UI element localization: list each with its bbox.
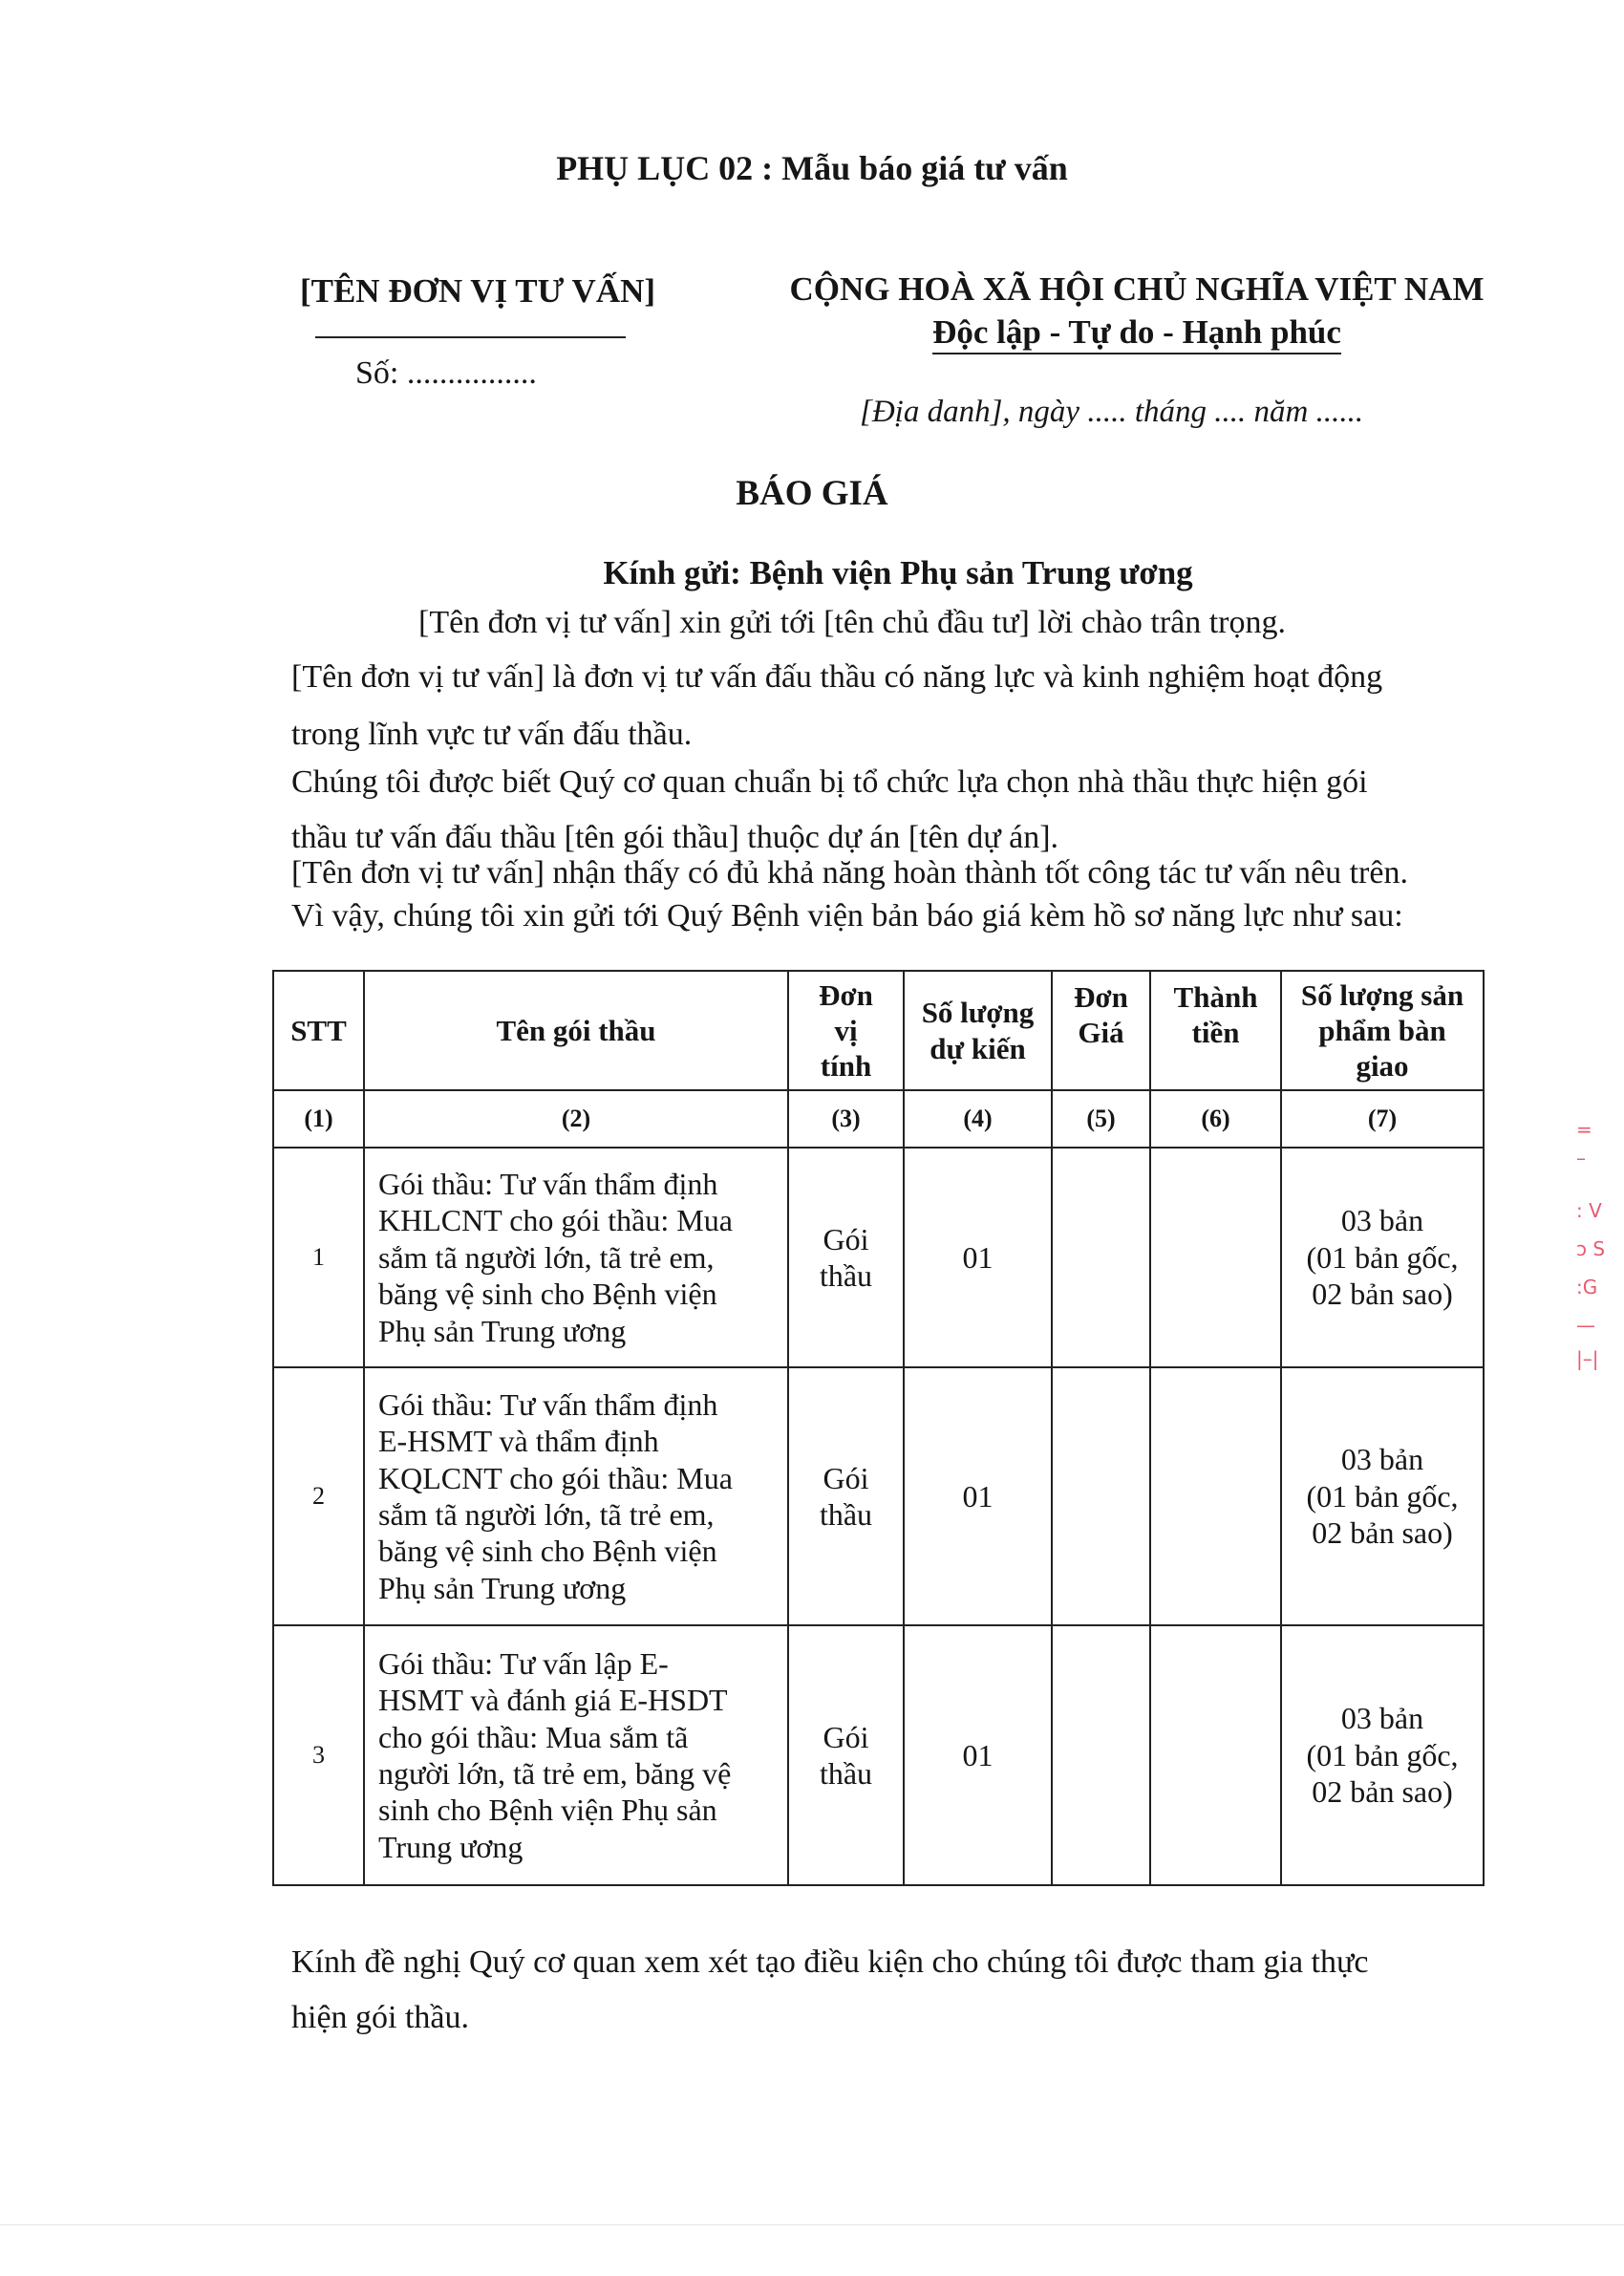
package-name-line: Gói thầu: Tư vấn thẩm định — [378, 1167, 718, 1202]
column-number: (4) — [904, 1090, 1052, 1148]
stamp-mark: :G — [1576, 1276, 1598, 1299]
package-name-line: Gói thầu: Tư vấn thẩm định — [378, 1386, 718, 1422]
package-name-line: KHLCNT cho gói thầu: Mua — [378, 1203, 733, 1238]
package-name-line: băng vệ sinh cho Bệnh viện — [378, 1277, 717, 1312]
header-unit-line: vị — [834, 1013, 858, 1047]
unit-line: thầu — [819, 1756, 873, 1791]
body-line-4: Chúng tôi được biết Quý cơ quan chuẩn bị tổ chức lựa chọn nhà thầu thực hiện gói — [291, 764, 1368, 800]
header-deliverables-line: Số lượng sản — [1300, 977, 1464, 1012]
org-name-divider — [315, 336, 626, 338]
stamp-mark: : V — [1576, 1199, 1602, 1222]
package-name-line: Phụ sản Trung ương — [378, 1313, 627, 1348]
row-stt: 3 — [273, 1625, 364, 1885]
row-stt: 2 — [273, 1367, 364, 1625]
column-number: (6) — [1150, 1090, 1281, 1148]
deliverables-line: 02 bản sao) — [1312, 1277, 1453, 1312]
header-stt: STT — [273, 971, 364, 1090]
header-deliverables-line: giao — [1356, 1049, 1409, 1084]
package-name-line: E-HSMT và thẩm định — [378, 1424, 659, 1459]
header-unit-price-line: Giá — [1078, 1016, 1124, 1050]
body-line-7: Vì vậy, chúng tôi xin gửi tới Quý Bệnh viện bản báo giá kèm hồ sơ năng lực như sau: — [291, 898, 1403, 934]
package-name-line: Phụ sản Trung ương — [378, 1570, 627, 1605]
body-line-3: trong lĩnh vực tư vấn đấu thầu. — [291, 717, 693, 752]
national-title: CỘNG HOÀ XÃ HỘI CHỦ NGHĨA VIỆT NAM — [789, 270, 1485, 308]
body-line-2: [Tên đơn vị tư vấn] là đơn vị tư vấn đấu thầu có năng lực và kinh nghiệm hoạt động — [291, 659, 1383, 695]
package-name-line: sinh cho Bệnh viện Phụ sản — [378, 1793, 717, 1828]
stamp-mark: — — [1576, 1314, 1595, 1337]
deliverables-line: 03 bản — [1340, 1701, 1424, 1736]
header-amount — [1150, 971, 1281, 1090]
package-name-line: HSMT và đánh giá E-HSDT — [378, 1683, 728, 1718]
deliverables-line: 03 bản — [1340, 1203, 1424, 1238]
row-unit-price — [1052, 1367, 1150, 1625]
row-package-name — [364, 1625, 788, 1885]
deliverables-line: 02 bản sao) — [1312, 1774, 1453, 1810]
row-unit — [788, 1625, 904, 1885]
header-package-name: Tên gói thầu — [364, 971, 788, 1090]
quotation-table — [272, 970, 1485, 1886]
stamp-mark: ↄ S — [1576, 1237, 1606, 1260]
unit-line: thầu — [819, 1258, 873, 1293]
row-deliverables — [1281, 1625, 1484, 1885]
column-number: (3) — [788, 1090, 904, 1148]
table-header-row — [273, 971, 1484, 1090]
national-motto-text: Độc lập - Tự do - Hạnh phúc — [932, 313, 1341, 354]
header-amount-line: Thành — [1173, 980, 1258, 1014]
quotation-title: BÁO GIÁ — [736, 474, 888, 513]
table-row — [273, 1367, 1484, 1625]
header-amount-line: tiền — [1191, 1016, 1240, 1050]
national-motto — [764, 313, 1509, 354]
table-row — [273, 1625, 1484, 1885]
place-and-date: [Địa danh], ngày ..... tháng .... năm ...... — [860, 395, 1364, 429]
deliverables-line: (01 bản gốc, — [1306, 1239, 1459, 1275]
unit-line: Gói — [823, 1460, 869, 1495]
stamp-mark: = — [1576, 1118, 1592, 1141]
row-quantity: 01 — [904, 1367, 1052, 1625]
column-number: (2) — [364, 1090, 788, 1148]
package-name-line: người lớn, tã trẻ em, băng vệ — [378, 1756, 732, 1791]
package-name-line: sắm tã người lớn, tã trẻ em, — [378, 1497, 715, 1532]
package-name-line: cho gói thầu: Mua sắm tã — [378, 1719, 689, 1754]
header-unit-line: Đơn — [819, 977, 873, 1012]
deliverables-line: 02 bản sao) — [1312, 1515, 1453, 1551]
recipient-line: Kính gửi: Bệnh viện Phụ sản Trung ương — [603, 554, 1193, 591]
row-unit — [788, 1148, 904, 1367]
scan-artifact-line — [0, 2224, 1624, 2225]
body-line-5: thầu tư vấn đấu thầu [tên gói thầu] thuộc dự án [tên dự án]. — [291, 820, 1059, 855]
deliverables-line: 03 bản — [1340, 1442, 1424, 1477]
closing-line-2: hiện gói thầu. — [291, 2000, 470, 2035]
header-unit — [788, 971, 904, 1090]
table-row — [273, 1148, 1484, 1367]
package-name-line: băng vệ sinh cho Bệnh viện — [378, 1534, 717, 1569]
row-stt: 1 — [273, 1148, 364, 1367]
header-quantity-line: dự kiến — [930, 1031, 1026, 1065]
package-name-line: KQLCNT cho gói thầu: Mua — [378, 1460, 733, 1495]
consultant-org-name: [TÊN ĐƠN VỊ TƯ VẤN] — [299, 272, 656, 310]
row-deliverables — [1281, 1148, 1484, 1367]
unit-line: Gói — [823, 1221, 869, 1256]
column-number: (5) — [1052, 1090, 1150, 1148]
closing-line-1: Kính đề nghị Quý cơ quan xem xét tạo điều kiện cho chúng tôi được tham gia thực — [291, 1944, 1369, 1980]
header-quantity — [904, 971, 1052, 1090]
row-unit — [788, 1367, 904, 1625]
unit-line: Gói — [823, 1719, 869, 1754]
column-number-row — [273, 1090, 1484, 1148]
document-number: Số: ................ — [355, 355, 537, 391]
appendix-title: PHỤ LỤC 02 : Mẫu báo giá tư vấn — [556, 149, 1068, 187]
body-line-1: [Tên đơn vị tư vấn] xin gửi tới [tên chủ đầu tư] lời chào trân trọng. — [418, 605, 1287, 640]
row-unit-price — [1052, 1148, 1150, 1367]
deliverables-line: (01 bản gốc, — [1306, 1737, 1459, 1772]
column-number: (7) — [1281, 1090, 1484, 1148]
header-unit-line: tính — [820, 1049, 872, 1084]
header-deliverables-line: phẩm bàn — [1318, 1013, 1446, 1047]
row-quantity: 01 — [904, 1625, 1052, 1885]
unit-line: thầu — [819, 1497, 873, 1532]
stamp-mark: |–| — [1576, 1347, 1599, 1370]
column-number: (1) — [273, 1090, 364, 1148]
package-name-line: sắm tã người lớn, tã trẻ em, — [378, 1239, 715, 1275]
header-deliverables — [1281, 971, 1484, 1090]
row-package-name — [364, 1148, 788, 1367]
row-amount — [1150, 1367, 1281, 1625]
row-amount — [1150, 1148, 1281, 1367]
stamp-mark: – — [1576, 1147, 1586, 1170]
row-deliverables — [1281, 1367, 1484, 1625]
row-quantity: 01 — [904, 1148, 1052, 1367]
header-quantity-line: Số lượng — [921, 996, 1035, 1030]
package-name-line: Trung ương — [378, 1829, 524, 1864]
header-unit-price — [1052, 971, 1150, 1090]
row-unit-price — [1052, 1625, 1150, 1885]
body-line-6: [Tên đơn vị tư vấn] nhận thấy có đủ khả năng hoàn thành tốt công tác tư vấn nêu trên. — [291, 855, 1408, 891]
row-package-name — [364, 1367, 788, 1625]
package-name-line: Gói thầu: Tư vấn lập E- — [378, 1645, 669, 1681]
row-amount — [1150, 1625, 1281, 1885]
header-unit-price-line: Đơn — [1074, 980, 1128, 1014]
deliverables-line: (01 bản gốc, — [1306, 1478, 1459, 1514]
